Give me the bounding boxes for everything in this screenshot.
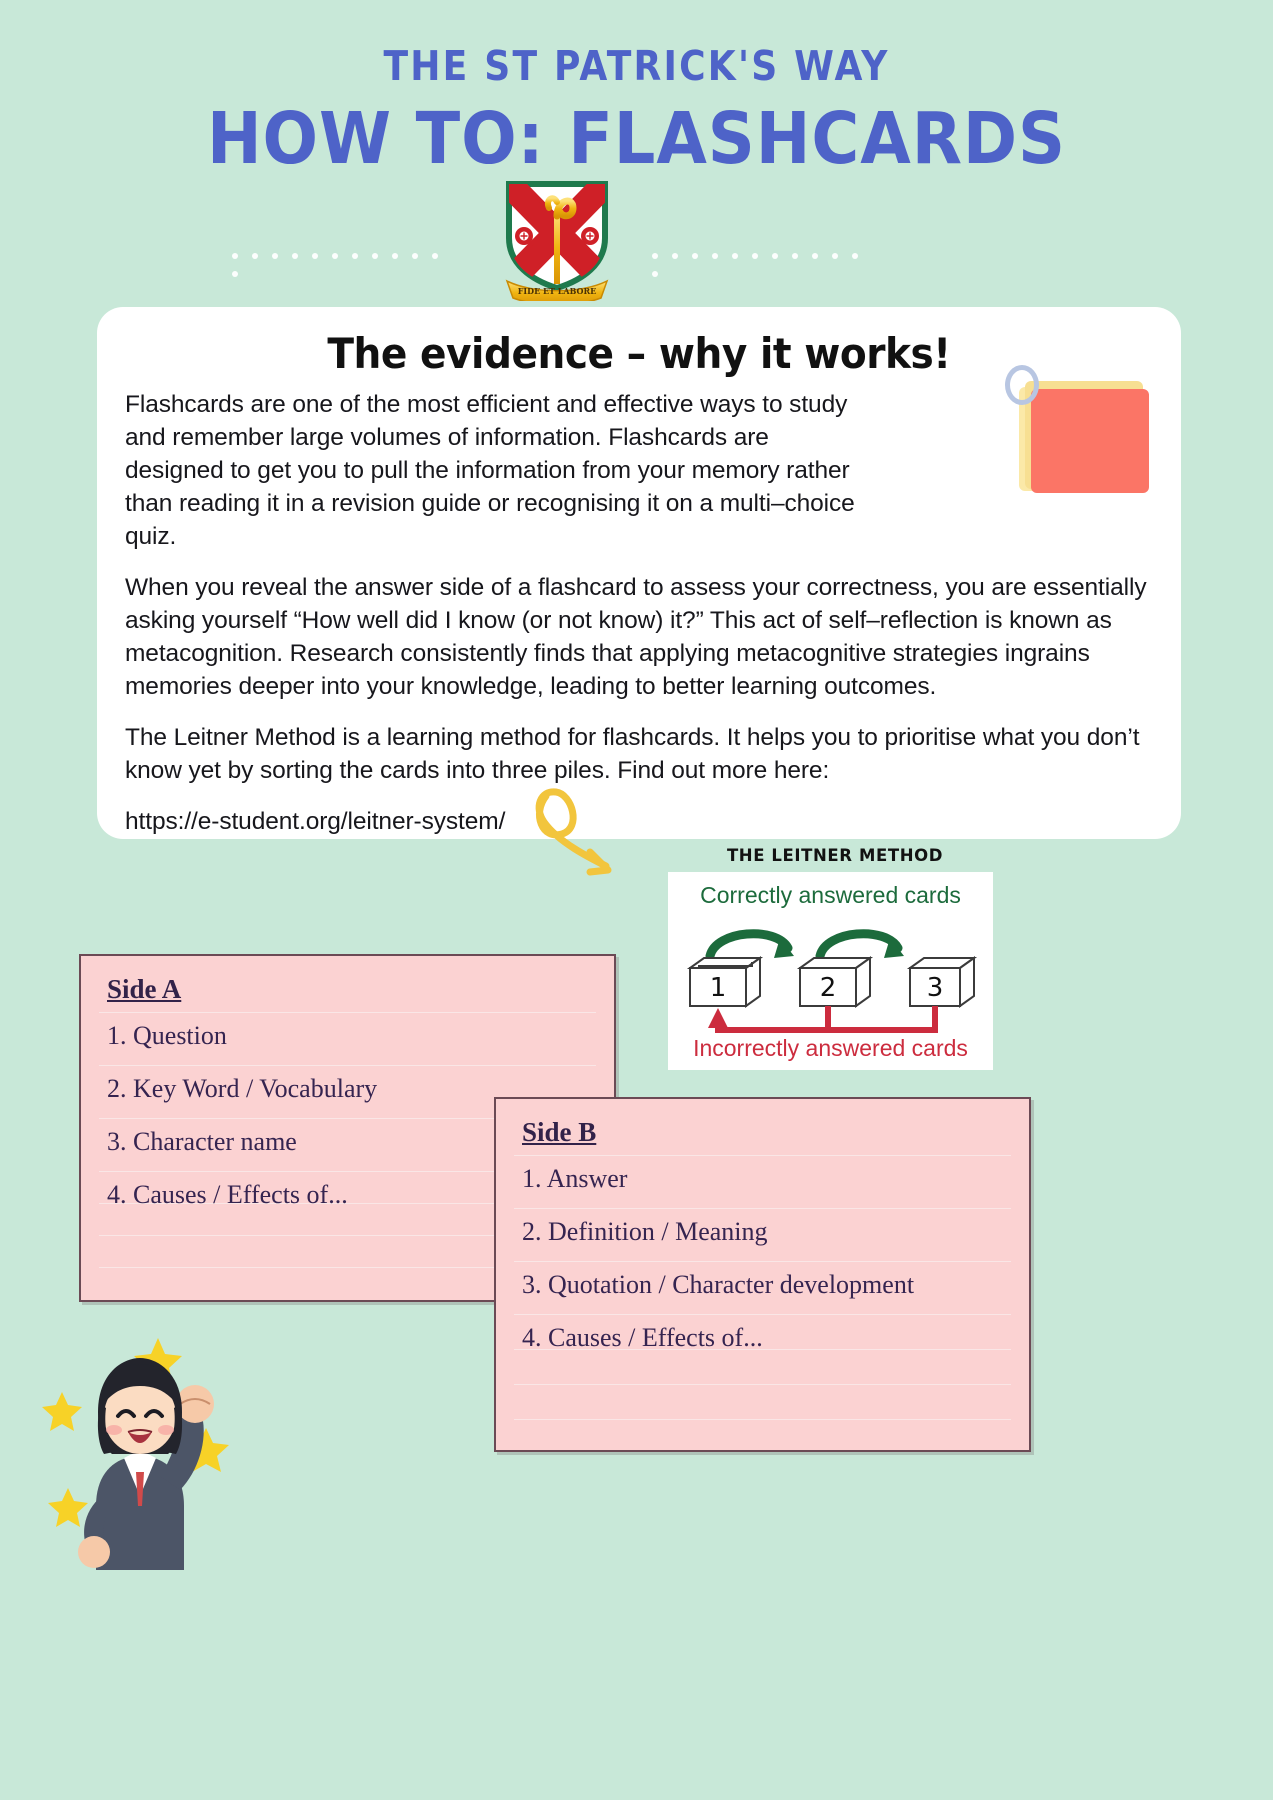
side-b-item-4: 4. Causes / Effects of... — [522, 1323, 763, 1352]
leitner-method-diagram — [668, 872, 993, 1070]
side-a-item-1: 1. Question — [107, 1021, 227, 1050]
evidence-paragraph-2: When you reveal the answer side of a flashcard to assess your correctness, you are essentially asking yourself “How well did I know (or not know) it?” This act of self–reflection is known as metacognition. Research consistently finds that applying metacognitive strategies ingrains memories deeper into your knowledge, leading to better learning outcomes. — [125, 574, 1147, 700]
leitner-box-2-number: 2 — [819, 973, 837, 1003]
evidence-paragraph-3: The Leitner Method is a learning method for flashcards. It helps you to prioritise what you don’t know yet by sorting the cards into three piles. Find out more here: — [125, 724, 1140, 784]
curved-arrow-icon — [528, 770, 688, 880]
celebrating-student-illustration-icon — [40, 1320, 270, 1580]
flashcard-side-b — [494, 1097, 1031, 1452]
side-b-title: Side B — [522, 1117, 597, 1147]
leitner-method-label: THE LEITNER METHOD — [726, 846, 944, 865]
evidence-card — [97, 307, 1181, 839]
side-a-item-4: 4. Causes / Effects of... — [107, 1180, 348, 1209]
side-b-item-3: 3. Quotation / Character development — [522, 1270, 915, 1299]
flashcard-illustration-icon — [1009, 367, 1159, 502]
side-a-title: Side A — [107, 974, 182, 1004]
side-b-item-1: 1. Answer — [522, 1164, 628, 1193]
leitner-url-link[interactable]: https://e-student.org/leitner-system/ — [125, 808, 506, 835]
leitner-box-3-number: 3 — [926, 973, 944, 1003]
leitner-correct-label: Correctly answered cards — [700, 882, 961, 908]
poster-title: HOW TO: FLASHCARDS — [206, 97, 1067, 180]
crest-motto: FIDE ET LABORE — [517, 286, 597, 296]
evidence-heading: The evidence – why it works! — [327, 329, 951, 378]
evidence-paragraph-1: Flashcards are one of the most efficient and effective ways to study and remember large volumes of information. Flashcards are designed to get you to pull the information from your memory rather than reading it in a revision guide or recognising it on a multi–choice quiz. — [125, 391, 855, 550]
dotted-divider-right — [652, 246, 880, 256]
poster-subtitle: THE ST PATRICK'S WAY — [383, 42, 890, 90]
leitner-box-1-number: 1 — [709, 973, 727, 1003]
dotted-divider-left — [232, 246, 460, 256]
leitner-incorrect-label: Incorrectly answered cards — [693, 1035, 968, 1061]
school-crest-icon — [497, 176, 617, 301]
side-b-item-2: 2. Definition / Meaning — [522, 1217, 768, 1246]
side-a-item-2: 2. Key Word / Vocabulary — [107, 1074, 378, 1103]
side-a-item-3: 3. Character name — [107, 1127, 297, 1156]
